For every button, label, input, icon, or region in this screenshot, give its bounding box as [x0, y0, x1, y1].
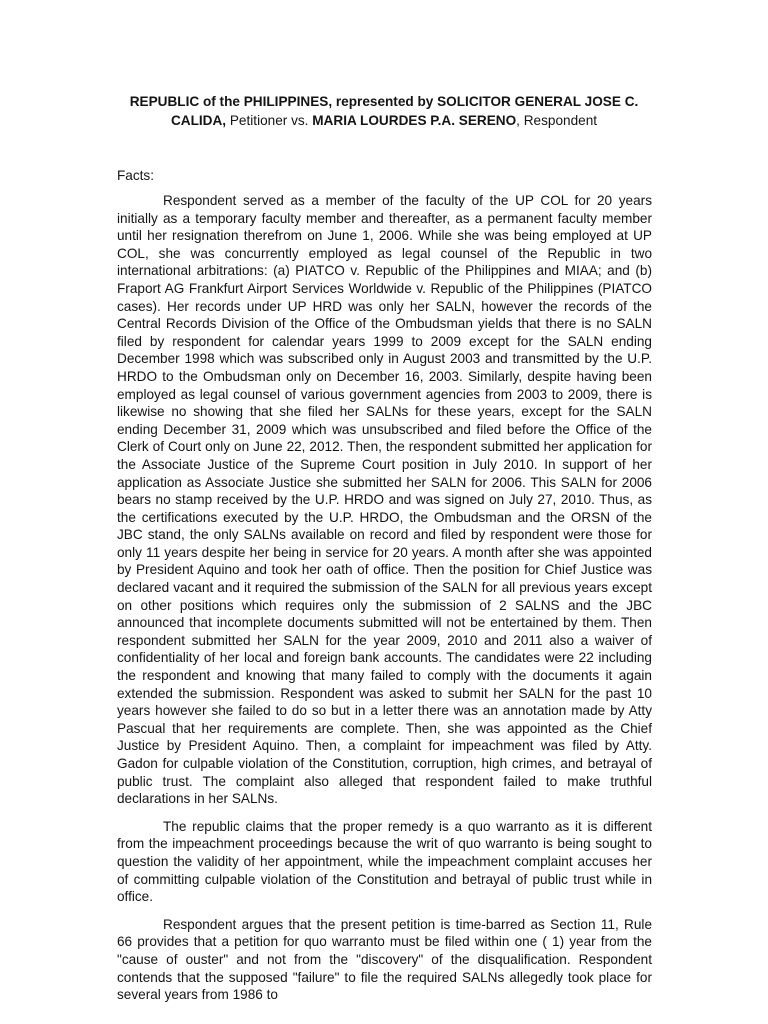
petitioner-name: REPUBLIC of the PHILIPPINES, represented by SOLICITOR GENERAL JOSE C. CALIDA, [129, 94, 639, 128]
respondent-name: MARIA LOURDES P.A. SERENO [312, 113, 517, 128]
respondent-argument-paragraph: Respondent argues that the present petition is time-barred as Section 11, Rule 66 provides that a petition for quo warranto must be filed within one ( 1) year from the "cause of ouster" and not from the "discovery" of the disqualification. Respondent contends that the supposed "failure" to file the required SALNs allegedly took place for several years from 1986 to [117, 916, 652, 1003]
respondent-role: , Respondent [516, 113, 598, 128]
petitioner-role: Petitioner vs. [226, 113, 313, 128]
case-title [110, 92, 658, 130]
republic-claim-paragraph: The republic claims that the proper remedy is a quo warranto as it is different from the impeachment proceedings because the writ of quo warranto is being sought to question the validity of her appointment, while the impeachment complaint accuses her of committing culpable violation of the Constitution and betrayal of public trust while in office. [117, 818, 652, 905]
facts-paragraph: Respondent served as a member of the faculty of the UP COL for 20 years initially as a temporary faculty member and thereafter, as a permanent faculty member until her resignation therefrom on June 1, 2006. While she was being employed at UP COL, she was concurrently employed as legal counsel of the Republic in two international arbitrations: (a) PIATCO v. Republic of the Philippines and MIAA; and (b) Fraport AG Frankfurt Airport Services Worldwide v. Republic of the Philippines (PIATCO cases). Her records under UP HRD was only her SALN, however the records of the Central Records Division of the Office of the Ombudsman yields that there is no SALN filed by respondent for calendar years 1999 to 2009 except for the SALN ending December 1998 which was subscribed only in August 2003 and transmitted by the U.P. HRDO to the Ombudsman only on December 16, 2003. Similarly, despite having been employed as legal counsel of various government agencies from 2003 to 2009, there is likewise no showing that she filed her SALNs for these years, except for the SALN ending December 31, 2009 which was unsubscribed and filed before the Office of the Clerk of Court only on June 22, 2012. Then, the respondent submitted her application for the Associate Justice of the Supreme Court position in July 2010. In support of her application as Associate Justice she submitted her SALN for 2006. This SALN for 2006 bears no stamp received by the U.P. HRDO and was signed on July 27, 2010. Thus, as the certifications executed by the U.P. HRDO, the Ombudsman and the ORSN of the JBC stand, the only SALNs available on record and filed by respondent were those for only 11 years despite her being in service for 20 years. A month after she was appointed by President Aquino and took her oath of office. Then the position for Chief Justice was declared vacant and it required the submission of the SALN for all previous years except on other positions which requires only the submission of 2 SALNS and the JBC announced that incomplete documents submitted will not be entertained by them. Then respondent submitted her SALN for the year 2009, 2010 and 2011 also a waiver of confidentiality of her local and foreign bank accounts. The candidates were 22 including the respondent and knowing that many failed to comply with the documents it again extended the submission. Respondent was asked to submit her SALN for the past 10 years however she failed to do so but in a letter there was an annotation made by Atty Pascual that her requirements are complete. Then, she was appointed as the Chief Justice by President Aquino. Then, a complaint for impeachment was filed by Atty. Gadon for culpable violation of the Constitution, corruption, high crimes, and betrayal of public trust. The complaint also alleged that respondent failed to make truthful declarations in her SALNs. [117, 193, 652, 807]
section-label: Facts: [117, 168, 155, 183]
document-body [117, 192, 652, 1014]
